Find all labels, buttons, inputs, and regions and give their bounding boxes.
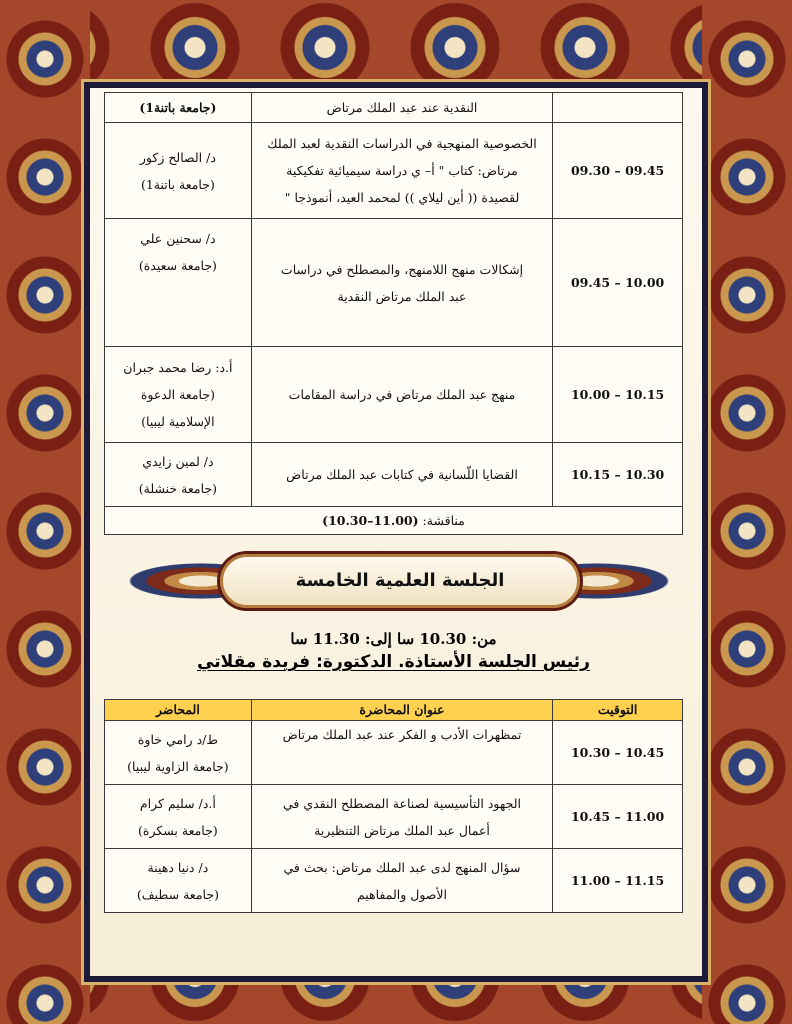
title-cell (251, 721, 552, 785)
frame-left-band (0, 0, 90, 1024)
title-cell (251, 849, 552, 913)
table-row (105, 93, 683, 123)
speaker-cell (105, 721, 252, 785)
speaker-cell (105, 849, 252, 913)
title-line: أعمال عبد الملك مرتاض التنظيرية (314, 822, 490, 838)
title-cell (251, 785, 552, 849)
speaker-name: د/ الصالح زكور (139, 149, 216, 165)
time-cell: 10.30 – 10.45 (553, 721, 683, 785)
title-line: الأصول والمفاهيم (356, 886, 448, 902)
session-title: الجلسة العلمية الخامسة (295, 570, 505, 591)
time-cell: 09.45 – 10.00 (553, 219, 683, 347)
header-speaker: المحاضر (105, 700, 252, 721)
title-line: إشكالات منهج اللامنهج، والمصطلح في دراسات (280, 261, 524, 277)
speaker-affiliation: الإسلامية ليبيا) (141, 414, 215, 429)
title-line: تمظهرات الأدب و الفكر عند عبد الملك مرتاض (282, 727, 522, 742)
title-line: الجهود التأسيسية لصناعة المصطلح النقدي في (282, 795, 522, 811)
speaker-affiliation: (جامعة الزاوية ليبيا) (127, 758, 229, 774)
title-line: عبد الملك مرتاض النقدية (337, 288, 467, 304)
title-cell (251, 443, 552, 507)
speaker-cell (105, 93, 252, 123)
time-cell: 09.30 – 09.45 (553, 123, 683, 219)
table-row (105, 123, 683, 219)
title-cell (251, 347, 552, 443)
discussion-cell (105, 507, 683, 535)
table-row (105, 721, 683, 785)
schedule-table-2 (104, 699, 683, 913)
schedule-table-1 (104, 92, 683, 535)
time-cell: 10.15 – 10.30 (553, 443, 683, 507)
title-line: سؤال المنهج لدى عبد الملك مرتاض: بحث في (283, 859, 521, 875)
title-cell (251, 219, 552, 347)
table-row (105, 849, 683, 913)
speaker-name: أ.د/ سليم كرام (139, 795, 216, 811)
header-time: التوقيت (553, 700, 683, 721)
speaker-name: أ.د: رضا محمد جبران (123, 360, 233, 375)
discussion-label: مناقشة: (422, 513, 465, 528)
speaker-cell (105, 785, 252, 849)
session-title-plaque (220, 554, 580, 608)
speaker-affiliation: (جامعة بسكرة) (138, 822, 218, 838)
title-line: مرتاض: كتاب " أ– ي دراسة سيميائية تفكيكية (286, 163, 518, 178)
title-line: النقدية عند عبد الملك مرتاض (326, 100, 478, 115)
speaker-name: د/ لمين زايدي (142, 453, 214, 469)
table-header-row (105, 700, 683, 721)
frame-right-band (702, 0, 792, 1024)
speaker-affiliation: (جامعة خنشلة) (138, 480, 217, 496)
title-cell (251, 93, 552, 123)
speaker-affiliation: (جامعة الدعوة (140, 387, 215, 402)
speaker-cell (105, 443, 252, 507)
frame-top-band (0, 0, 792, 95)
title-line: الخصوصية المنهجية في الدراسات النقدية لعبد الملك (267, 136, 537, 151)
time-cell: 11.00 – 11.15 (553, 849, 683, 913)
table-row (105, 219, 683, 347)
speaker-affiliation: (جامعة باتنة1) (139, 100, 217, 115)
header-title: عنوان المحاضرة (251, 700, 552, 721)
session-banner (116, 548, 682, 614)
title-line: لقصيدة (( أين ليلاي )) لمحمد العيد، أنموذجا " (284, 190, 520, 205)
speaker-affiliation: (جامعة باتنة1) (140, 176, 215, 192)
speaker-affiliation: (جامعة سعيدة) (138, 258, 217, 273)
speaker-cell (105, 219, 252, 347)
title-line: منهج عبد الملك مرتاض في دراسة المقامات (288, 387, 516, 402)
speaker-name: د/ سحنين علي (140, 231, 216, 246)
time-cell: 10.00 – 10.15 (553, 347, 683, 443)
title-cell (251, 123, 552, 219)
time-cell (553, 93, 683, 123)
session-time: من: 10.30 سا إلى: 11.30 سا (290, 630, 497, 648)
discussion-time: (11.00–10.30) (322, 513, 419, 528)
speaker-cell (105, 347, 252, 443)
time-cell: 10.45 – 11.00 (553, 785, 683, 849)
session-chair: رئيس الجلسة الأستاذة. الدكتورة: فريدة مقلاتي (197, 652, 590, 672)
title-line: القضايا اللّسانية في كتابات عبد الملك مرتاض (286, 467, 518, 482)
speaker-affiliation: (جامعة سطيف) (136, 886, 219, 902)
speaker-name: ط/د رامي خاوة (137, 731, 218, 747)
table-row (105, 785, 683, 849)
speaker-name: د/ دنيا دهينة (147, 859, 209, 875)
table-row (105, 443, 683, 507)
discussion-row (105, 507, 683, 535)
speaker-cell (105, 123, 252, 219)
table-row (105, 347, 683, 443)
